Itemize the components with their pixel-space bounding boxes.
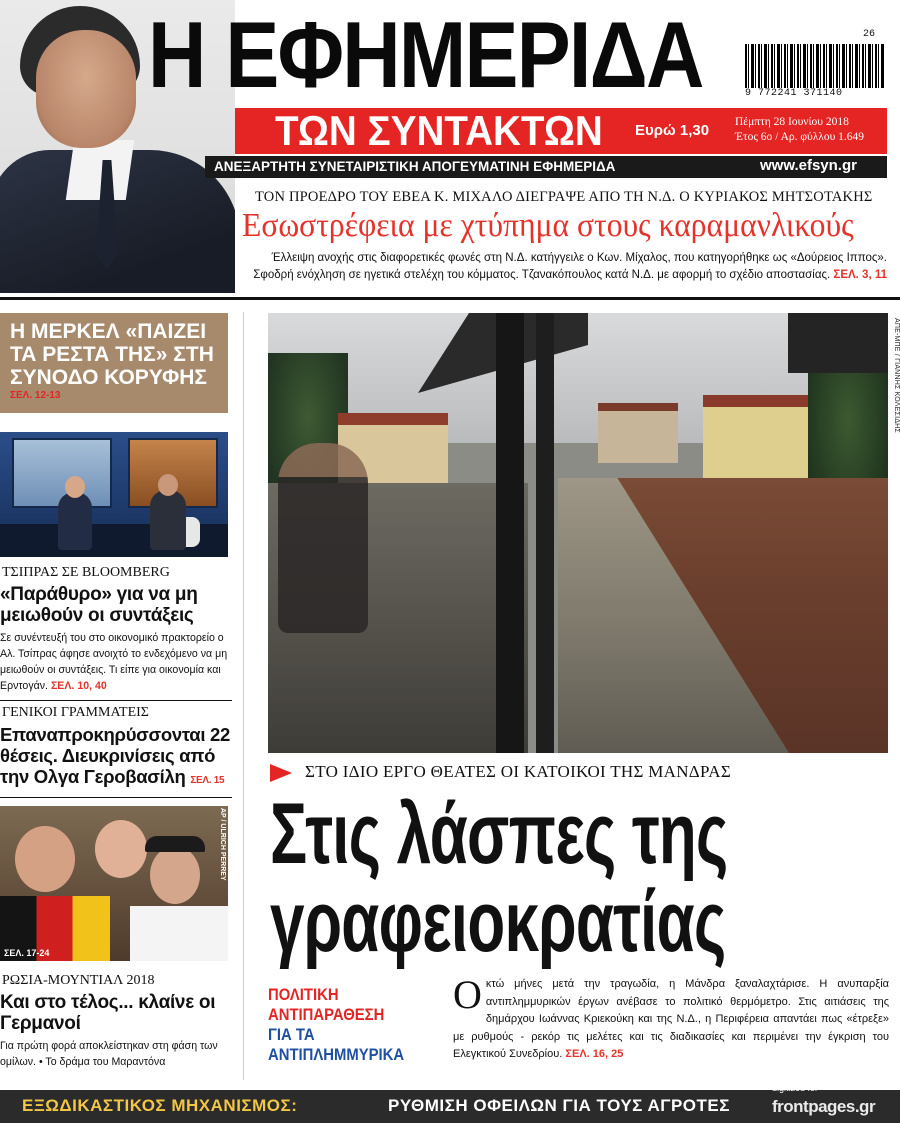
german-fans-photo — [0, 806, 228, 961]
masthead-divider — [0, 297, 900, 300]
watermark-small: digitized for — [772, 1083, 819, 1093]
dateline — [735, 115, 864, 145]
tsipras-body: Σε συνέντευξή του στο οικονομικό πρακτορείο ο Αλ. Τσίπρας άφησε ανοιχτό το ενδεχόμενο να μη μειωθούν οι συντάξεις. Τι είπε για οικονομία και Ερντογάν. — [0, 632, 228, 692]
photo-collar — [66, 140, 134, 200]
main-headline-line1: Στις λάσπες της — [270, 786, 728, 882]
photo-person-right-head — [158, 474, 178, 496]
photo-fan-1 — [15, 826, 75, 892]
merkel-headline[interactable]: Η ΜΕΡΚΕΛ «ΠΑΙΖΕΙ ΤΑ ΡΕΣΤΑ ΤΗΣ» ΣΤΗ ΣΥΝΟΔΟ ΚΟΡΥΦΗΣ — [10, 320, 214, 389]
photo-fan-cap — [145, 836, 205, 852]
barcode — [745, 29, 885, 102]
kicker-arrow-icon — [270, 764, 292, 782]
photo-house-right — [703, 395, 813, 485]
main-story-body — [453, 972, 889, 1064]
price: Ευρώ 1,30 — [635, 122, 710, 139]
tsipras-headline[interactable]: «Παράθυρο» για να μη μειωθούν οι συντάξεις — [0, 584, 198, 626]
photo-fan-3 — [150, 846, 200, 904]
left-divider-2 — [0, 797, 232, 798]
barcode-bars — [745, 44, 885, 88]
gen-secretaries-headline-text: Επαναπροκηρύσσονται 22 θέσεις. Διευκρινίσεις από την Ολγα Γεροβασίλη — [0, 724, 231, 787]
lead-top-page-ref: ΣΕΛ. 3, 11 — [833, 269, 887, 281]
fans-page-ref: ΣΕΛ. 17-24 — [4, 948, 50, 958]
russia-headline[interactable]: Και στο τέλος... κλαίνε οι Γερμανοί — [0, 992, 216, 1034]
main-story-body-text: κτώ μήνες μετά την τραγωδία, η Μάνδρα ξαναλαχτάρισε. Η ανυπαρξία αντιπλημμυρικών έργων ανέβασε το πολιτικό θερμόμετρο. Στις αιτιάσεις της δημάρχου Ιωάννας Κριεκούκη και της Ν.Δ., η Περιφέρεια απαντάει πως «έτρεξε» με ρυθμούς - ρεκόρ τις μελέτες και τις διαδικασίες και περιμένει την έγκριση του Ελεγκτικού Συνεδρίου. — [453, 978, 889, 1060]
website-link[interactable]: www.efsyn.gr — [760, 157, 857, 174]
russia-kicker: ΡΩΣΙΑ-ΜΟΥΝΤΙΑΛ 2018 — [2, 973, 155, 988]
main-story-side-blue: ΓΙΑ ΤΑ ΑΝΤΙΠΛΗΜΜΥΡΙΚΑ — [268, 1026, 405, 1064]
main-story-page-ref: ΣΕΛ. 16, 25 — [565, 1048, 624, 1060]
tsipras-page-ref: ΣΕΛ. 10, 40 — [50, 680, 107, 692]
newspaper-subtitle: ΤΩΝ ΣΥΝΤΑΚΤΩΝ — [275, 107, 603, 154]
russia-bullet: • Το δράμα του Μαραντόνα — [38, 1056, 166, 1068]
photo-face — [36, 30, 136, 148]
lead-top-deck — [212, 250, 887, 284]
gen-secretaries-kicker: ΓΕΝΙΚΟΙ ΓΡΑΜΜΑΤΕΙΣ — [2, 705, 149, 720]
tsipras-kicker: ΤΣΙΠΡΑΣ ΣΕ BLOOMBERG — [2, 565, 170, 580]
gen-secretaries-page-ref: ΣΕΛ. 15 — [190, 775, 225, 786]
bottom-banner-text: ΡΥΘΜΙΣΗ ΟΦΕΙΛΩΝ ΓΙΑ ΤΟΥΣ ΑΓΡΟΤΕΣ — [388, 1096, 730, 1115]
russia-body: Για πρώτη φορά αποκλείστηκαν στη φάση των ομίλων. — [0, 1040, 218, 1068]
barcode-number: 9 772241 371140 — [745, 88, 843, 99]
photo-person-left-head — [65, 476, 85, 498]
merkel-page-ref: ΣΕΛ. 12-13 — [10, 390, 61, 401]
tsipras-interview-photo — [0, 432, 228, 557]
main-photo-credit: ΑΠΕ-ΜΠΕ / ΓΙΑΝΝΗΣ ΚΟΛΕΣΙΔΗΣ — [893, 318, 900, 433]
lead-top-headline[interactable]: Εσωστρέφεια με χτύπημα στους καραμανλικούς — [242, 207, 854, 244]
gen-secretaries-headline[interactable] — [0, 724, 232, 791]
main-story-headline[interactable] — [270, 786, 728, 970]
lead-top-deck-line2: Σφοδρή ενόχληση σε ηγετικά στελέχη του κόμματος. Τζανακόπουλος κατά Ν.Δ. με αφορμή το σχέδιο αποστασίας. — [253, 269, 831, 281]
photo-house-middle — [598, 403, 678, 463]
main-story-side-red: ΠΟΛΙΤΙΚΗ ΑΝΤΙΠΑΡΑΘΕΣΗ — [268, 986, 385, 1024]
masthead — [0, 0, 900, 295]
photo-door-frame-2 — [536, 313, 554, 753]
tagline: ΑΝΕΞΑΡΤΗΤΗ ΣΥΝΕΤΑΙΡΙΣΤΙΚΗ ΑΠΟΓΕΥΜΑΤΙΝΗ ΕΦΗΜΕΡΙΔΑ — [214, 159, 616, 174]
watermark-logo: frontpages.gr — [772, 1097, 876, 1116]
main-photo-flooded-street — [268, 313, 888, 753]
main-story-dropcap: Ο — [453, 972, 482, 1017]
bottom-banner-label: ΕΞΩΔΙΚΑΣΤΙΚΟΣ ΜΗΧΑΝΙΣΜΟΣ: — [22, 1096, 298, 1115]
photo-fan-2 — [95, 820, 147, 878]
photo-reflected-man — [278, 443, 368, 633]
date: Πέμπτη 28 Ιουνίου 2018 — [735, 116, 849, 128]
newspaper-title: Η ΕΦΗΜΕΡΙΔΑ — [148, 2, 703, 107]
lead-top-kicker: ΤΟΝ ΠΡΟΕΔΡΟ ΤΟΥ ΕΒΕΑ Κ. ΜΙΧΑΛΟ ΔΙΕΓΡΑΨΕ ΑΠΟ ΤΗ Ν.Δ. Ο ΚΥΡΙΑΚΟΣ ΜΗΤΣΟΤΑΚΗΣ — [255, 189, 873, 205]
column-divider — [243, 312, 244, 1080]
lead-top-deck-line1: Έλλειψη ανοχής στις διαφορετικές φωνές στη Ν.Δ. κατήγγειλε ο Κων. Μίχαλος, που κατηγορήθηκε ως «Δούρειος Ιππος». — [271, 252, 887, 264]
tsipras-text — [0, 630, 232, 694]
left-divider-1 — [0, 700, 232, 701]
photo-door-frame — [496, 313, 524, 753]
russia-text — [0, 1038, 232, 1070]
photo-white-shirt — [130, 906, 228, 961]
issue-info: Έτος 6ο / Αρ. φύλλου 1.649 — [735, 131, 865, 143]
main-headline-line2: γραφειοκρατίας — [270, 874, 726, 970]
photo-person-left — [58, 492, 92, 550]
photo-person-right — [150, 490, 186, 550]
barcode-issue: 26 — [862, 29, 875, 40]
main-story-kicker: ΣΤΟ ΙΔΙΟ ΕΡΓΟ ΘΕΑΤΕΣ ΟΙ ΚΑΤΟΙΚΟΙ ΤΗΣ ΜΑΝΔΡΑΣ — [305, 762, 732, 781]
fans-photo-credit: AP / ULRICH PERREY — [219, 808, 226, 881]
photo-awning-right — [788, 313, 888, 373]
